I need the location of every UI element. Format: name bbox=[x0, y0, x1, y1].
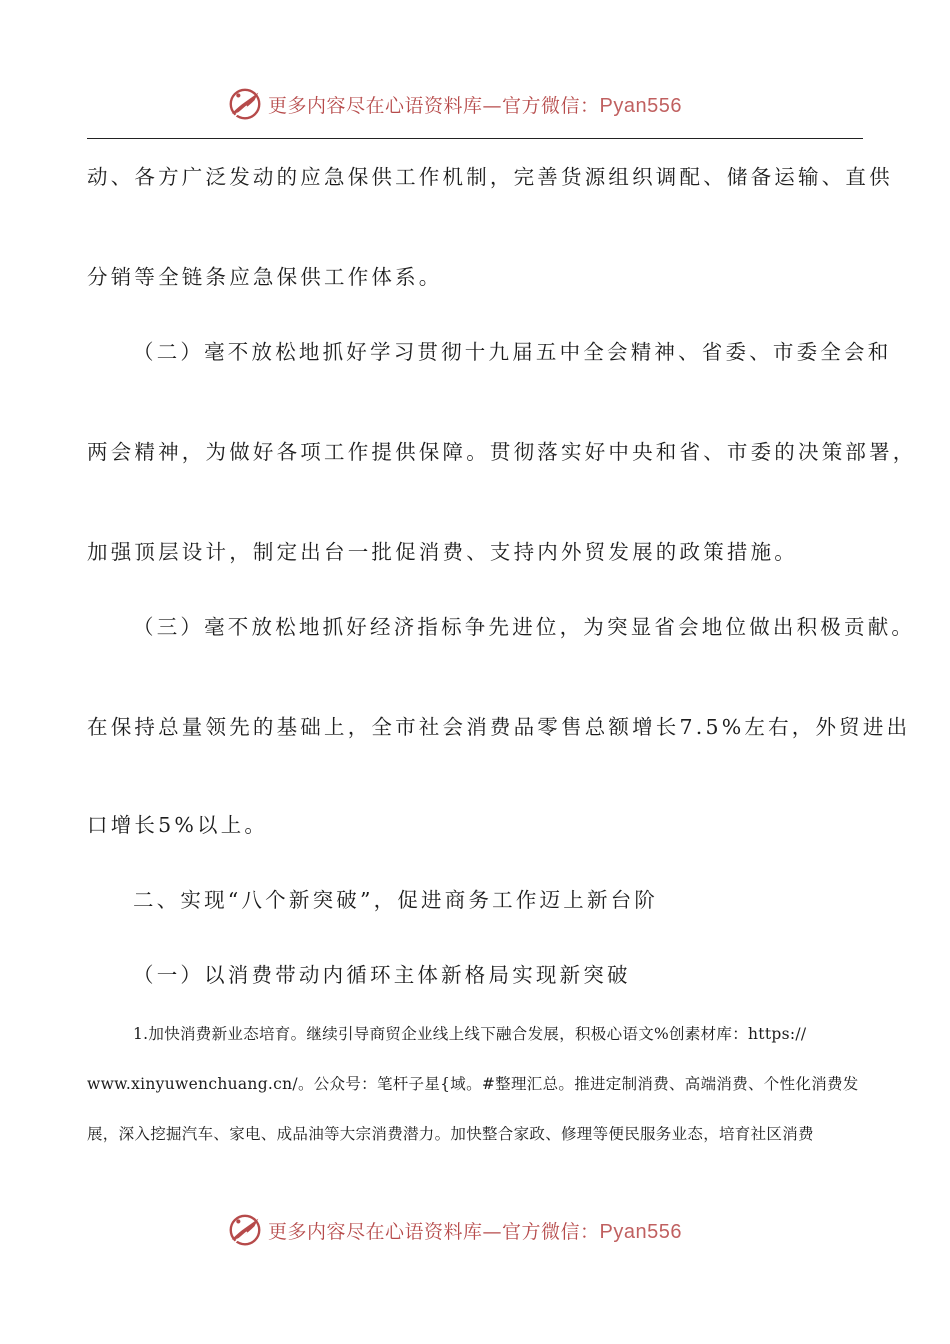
body-line: 加强顶层设计，制定出台一批促消费、支持内外贸发展的政策措施。 bbox=[87, 540, 798, 564]
header-watermark-handle: Pyan556 bbox=[599, 94, 682, 117]
header-rule bbox=[87, 138, 863, 139]
body-small-line: 1.加快消费新业态培育。继续引导商贸企业线上线下融合发展，积极心语文%创素材库：https:// bbox=[133, 1025, 807, 1043]
pen-logo-icon bbox=[226, 1211, 264, 1249]
pen-logo-icon bbox=[226, 85, 264, 123]
body-line: 两会精神，为做好各项工作提供保障。贯彻落实好中央和省、市委的决策部署， bbox=[87, 440, 917, 464]
body-line: 在保持总量领先的基础上，全市社会消费品零售总额增长7.5%左右，外贸进出 bbox=[87, 715, 911, 739]
body-line: 分销等全链条应急保供工作体系。 bbox=[87, 265, 443, 289]
subsection-heading: （一）以消费带动内循环主体新格局实现新突破 bbox=[133, 963, 631, 987]
body-line: 口增长5%以上。 bbox=[87, 813, 269, 837]
header-watermark-prefix: 更多内容尽在心语资料库—官方微信： bbox=[268, 94, 600, 117]
footer-watermark-text bbox=[268, 1217, 682, 1244]
body-line: （三）毫不放松地抓好经济指标争先进位，为突显省会地位做出积极贡献。 bbox=[133, 615, 916, 639]
body-small-line: www.xinyuwenchuang.cn/。公众号：笔杆子星{域。#整理汇总。推进定制消费、高端消费、个性化消费发 bbox=[87, 1075, 859, 1093]
header-watermark-text bbox=[268, 91, 682, 118]
footer-watermark bbox=[226, 1210, 682, 1250]
body-small-line: 展，深入挖掘汽车、家电、成品油等大宗消费潜力。加快整合家政、修理等便民服务业态，培育社区消费 bbox=[87, 1125, 814, 1143]
body-line: （二）毫不放松地抓好学习贯彻十九届五中全会精神、省委、市委全会和 bbox=[133, 340, 892, 364]
body-line: 动、各方广泛发动的应急保供工作机制，完善货源组织调配、储备运输、直供 bbox=[87, 165, 893, 189]
section-heading: 二、实现“八个新突破”，促进商务工作迈上新台阶 bbox=[133, 888, 659, 912]
footer-watermark-handle: Pyan556 bbox=[599, 1220, 682, 1243]
footer-watermark-prefix: 更多内容尽在心语资料库—官方微信： bbox=[268, 1220, 600, 1243]
header-watermark bbox=[226, 84, 682, 124]
